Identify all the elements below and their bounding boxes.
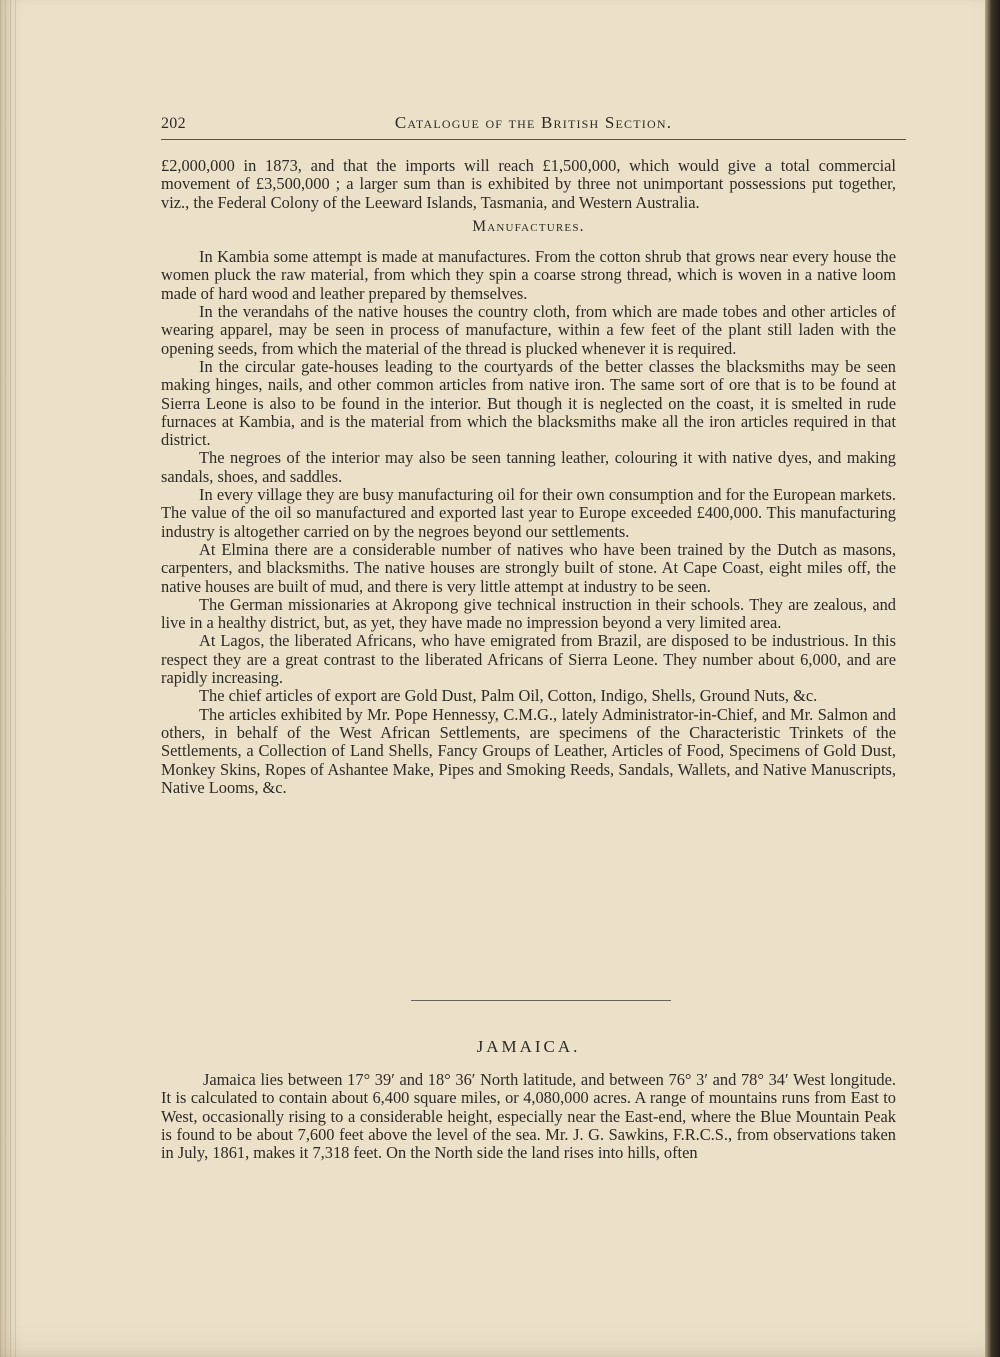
paragraph-elmina: At Elmina there are a considerable number of natives who have been trained by the Dutch as masons, carpenters, and blacksmiths. The native houses are strongly built of stone. At Cape Coast, eight miles off, the native houses are built of mud, and there is very little attempt at industry to be seen.	[161, 539, 896, 596]
jamaica-text-block	[161, 1071, 896, 1162]
page-edge	[985, 0, 1000, 1357]
running-head	[161, 113, 906, 140]
manufactures-heading: Manufactures.	[472, 217, 585, 235]
main-text-block	[161, 157, 896, 797]
jamaica-heading: JAMAICA.	[476, 1037, 581, 1056]
paragraph-lagos: At Lagos, the liberated Africans, who have emigrated from Brazil, are disposed to be industrious. In this respect they are a great contrast to the liberated Africans of Sierra Leone. They number about 6,000, and are rapidly increasing.	[161, 631, 896, 688]
paragraph-oil: In every village they are busy manufacturing oil for their own consumption and for the European markets. The value of the oil so manufactured and exported last year to Europe exceeded £400,000. This manufacturing industry is altogether carried on by the negroes beyond our settlements.	[161, 485, 896, 541]
opening-paragraph: £2,000,000 in 1873, and that the imports will reach £1,500,000, which would give a total commercial movement of £3,500,000 ; a larger sum than is exhibited by three not unimportant possessions put together, viz., the Federal Colony of the Leeward Islands, Tasmania, and Western Australia.	[161, 156, 896, 212]
paragraph-exhibits: The articles exhibited by Mr. Pope Hennessy, C.M.G., lately Administrator-in-Chief, and Mr. Salmon and others, in behalf of the West African Settlements, are specimens of the Characteristic Trinkets of the Settlements, a Collection of Land Shells, Fancy Groups of Leather, Articles of Food, Specimens of Gold Dust, Monkey Skins, Ropes of Ashantee Make, Pipes and Smoking Reeds, Sandals, Wallets, and Native Manuscripts, Native Looms, &c.	[161, 704, 896, 797]
paragraph-missionaries: The German missionaries at Akropong give technical instruction in their schools. They are zealous, and live in a healthy district, but, as yet, they have made no impression beyond a very limited area.	[161, 594, 896, 633]
jamaica-paragraph: Jamaica lies between 17° 39′ and 18° 36′ North latitude, and between 76° 3′ and 78° 34′ West longitude. It is calculated to contain about 6,400 square miles, or 4,080,000 acres. A range of mountains runs from East to West, occasionally rising to a considerable height, especially near the East-end, where the Blue Mountain Peak is found to be about 7,600 feet above the level of the sea. Mr. J. G. Sawkins, F.R.C.S., from observations taken in July, 1861, makes it 7,318 feet. On the North side the land rises into hills, often	[161, 1070, 896, 1163]
binding-gutter	[0, 0, 18, 1357]
paragraph-tanning: The negroes of the interior may also be seen tanning leather, colouring it with native dyes, and making sandals, shoes, and saddles.	[161, 448, 896, 486]
paragraph-verandahs: In the verandahs of the native houses the country cloth, from which are made tobes and other articles of wearing apparel, may be seen in process of manufacture, within a few feet of the plant still laden with the opening seeds, from which the material of the thread is plucked whenever it is required.	[161, 302, 896, 358]
running-title: Catalogue of the British Section.	[394, 113, 673, 132]
section-divider	[411, 1000, 671, 1001]
paragraph-gate-houses: In the circular gate-houses leading to the courtyards of the better classes the blacksmiths may be seen making hinges, nails, and other common articles from native iron. The same sort of ore that is to be found at Sierra Leone is also to be found in the interior. But though it is neglected on the coast, it is smelted in rude furnaces at Kambia, and is the material from which the blacksmiths make all the iron articles required in that district.	[161, 356, 896, 450]
paragraph-kambia: In Kambia some attempt is made at manufactures. From the cotton shrub that grows near every house the women pluck the raw material, from which they spin a coarse strong thread, which is woven in a native loom made of hard wood and leather prepared by themselves.	[161, 247, 896, 303]
page-number: 202	[161, 115, 186, 132]
paragraph-exports: The chief articles of export are Gold Dust, Palm Oil, Cotton, Indigo, Shells, Ground Nuts, &c.	[199, 686, 818, 706]
